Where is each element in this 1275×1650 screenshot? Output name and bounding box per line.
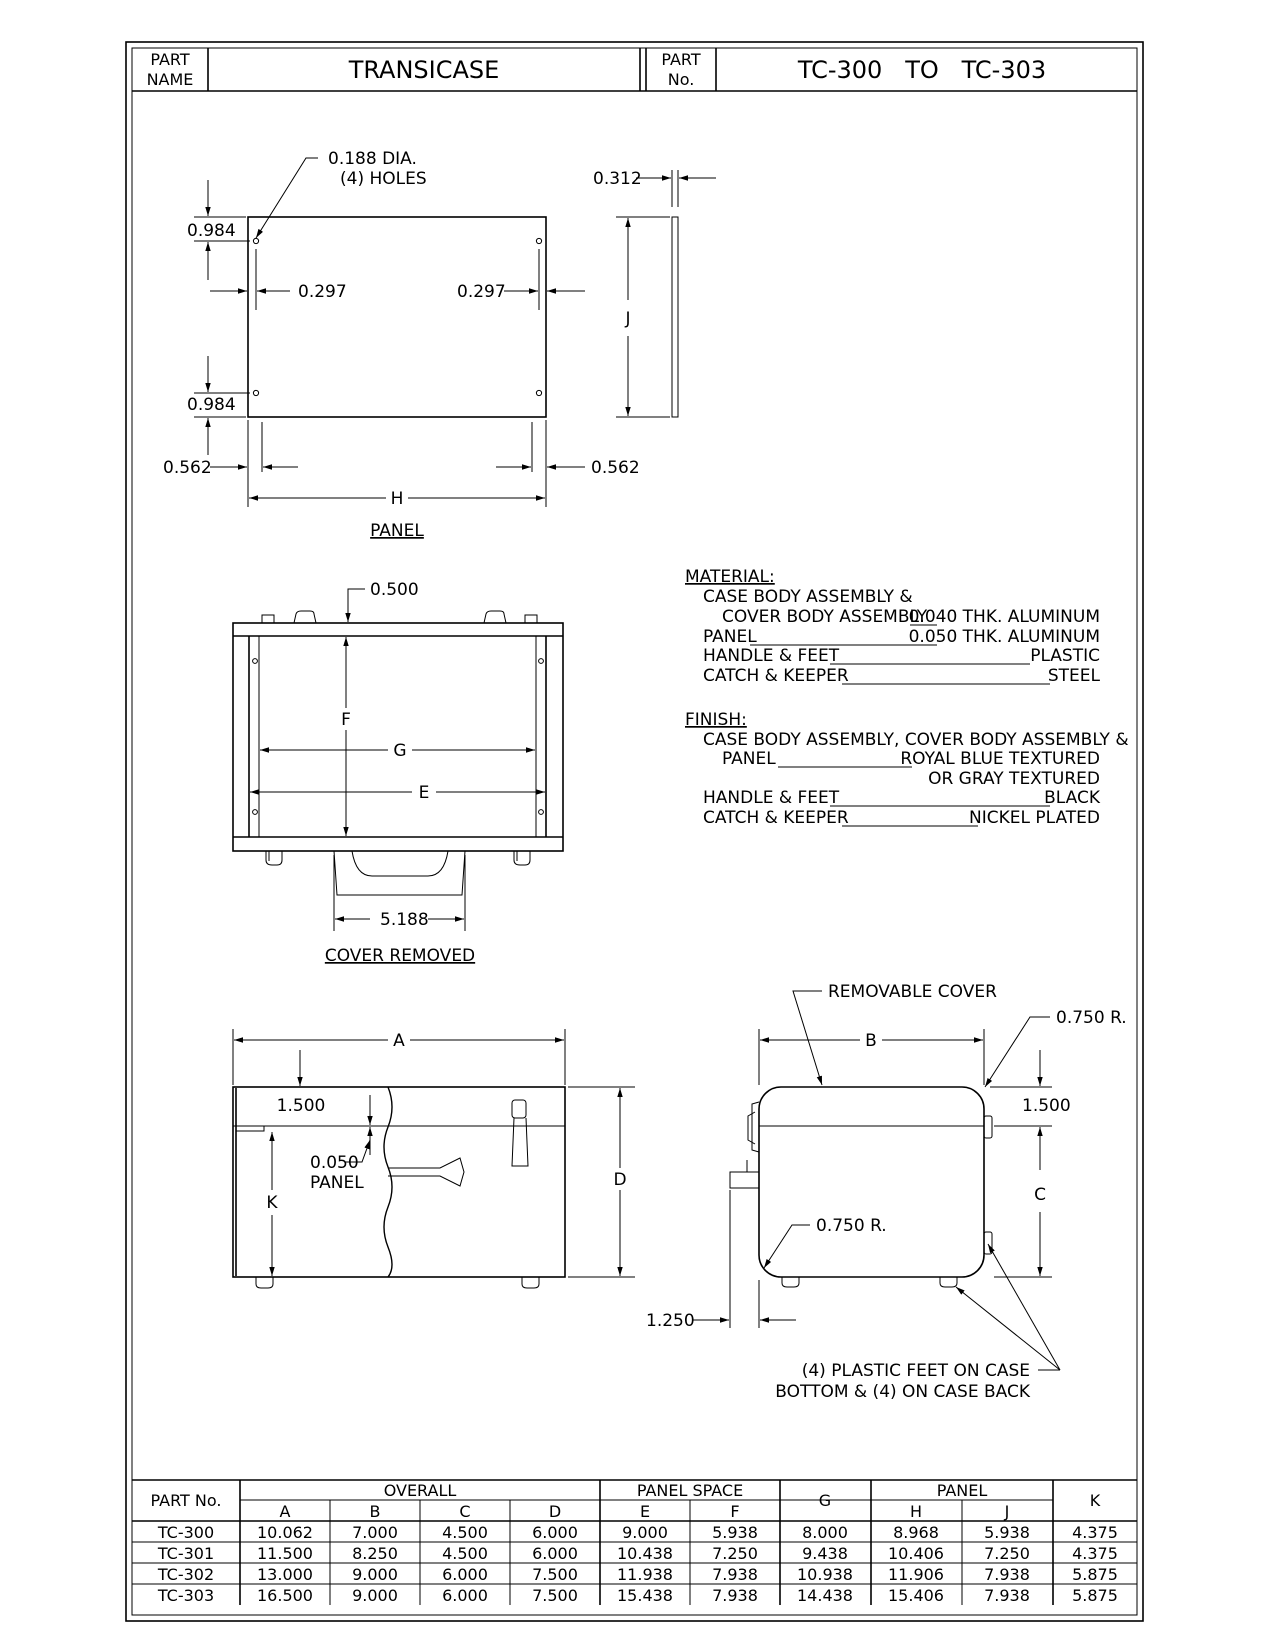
table-cell: 5.875 [1072,1586,1118,1605]
part-name-label: PART [150,50,190,69]
panel-outline [248,217,546,417]
table-column-header: B [369,1502,381,1521]
case-outline [233,623,563,851]
table-cell: 5.938 [984,1523,1030,1542]
dimension-label: 0.984 [187,221,236,241]
dimension-label: 0.984 [187,395,236,415]
mounting-hole [536,238,541,243]
panel-view [163,149,716,541]
hole-note: 0.188 DIA. [328,149,417,169]
finish-value: BLACK [1044,788,1100,808]
dimension-table [132,1480,1137,1605]
table-cell: 10.938 [797,1565,853,1584]
finish-label: HANDLE & FEET [703,788,840,808]
table-row [157,1586,1118,1605]
table-cell: 9.000 [352,1586,398,1605]
part-name-value: TRANSICASE [348,56,500,84]
table-header-k: K [1089,1491,1101,1510]
table-header-panel-space: PANEL SPACE [636,1481,744,1500]
table-cell: 7.250 [984,1544,1030,1563]
finish-notes [685,710,1129,828]
part-no-label: PART [661,50,701,69]
table-cell: 6.000 [442,1586,488,1605]
material-value: 0.040 THK. ALUMINUM [908,607,1100,627]
table-cell: 15.406 [888,1586,944,1605]
table-cell: 7.938 [712,1565,758,1584]
table-cell: 7.500 [532,1565,578,1584]
table-cell: 11.500 [257,1544,313,1563]
material-value: 0.050 THK. ALUMINUM [908,627,1100,647]
table-cell: 5.875 [1072,1565,1118,1584]
side-view [233,1029,635,1288]
material-label: PANEL [703,627,757,647]
finish-value: ROYAL BLUE TEXTURED [900,749,1100,769]
table-cell: 7.000 [352,1523,398,1542]
table-cell: 14.438 [797,1586,853,1605]
mounting-hole [253,390,258,395]
dimension-label: F [341,710,351,730]
finish-label: CATCH & KEEPER [703,808,849,828]
table-cell: 4.375 [1072,1523,1118,1542]
table-cell: 10.062 [257,1523,313,1542]
table-cell: 15.438 [617,1586,673,1605]
table-cell-part: TC-303 [157,1586,215,1605]
table-row [157,1544,1118,1563]
table-column-header: H [909,1502,923,1521]
table-header-panel: PANEL [936,1481,988,1500]
table-cell: 9.000 [352,1565,398,1584]
part-no-label: No. [667,70,695,89]
feet-note: BOTTOM & (4) ON CASE BACK [775,1382,1030,1402]
table-row [157,1523,1118,1542]
table-header-part-no: PART No. [150,1491,222,1510]
table-cell: 10.406 [888,1544,944,1563]
material-value: STEEL [1047,666,1100,686]
table-cell: 16.500 [257,1586,313,1605]
dimension-label: K [266,1193,278,1213]
material-label: HANDLE & FEET [703,646,840,666]
dimension-label: 0.562 [163,458,212,478]
table-cell: 7.938 [984,1586,1030,1605]
dimension-label: B [865,1031,877,1051]
mounting-hole [253,238,258,243]
material-label: CASE BODY ASSEMBLY & [703,587,913,607]
radius-label: 0.750 R. [1056,1008,1127,1028]
dimension-label: G [393,741,407,761]
material-label: CATCH & KEEPER [703,666,849,686]
table-cell: 4.375 [1072,1544,1118,1563]
finish-label: PANEL [722,749,776,769]
table-row [157,1565,1118,1584]
table-cell: 11.906 [888,1565,944,1584]
table-column-header: A [279,1502,291,1521]
table-cell: 8.250 [352,1544,398,1563]
part-name-label: NAME [146,70,194,89]
table-cell: 9.438 [802,1544,848,1563]
table-column-header: C [459,1502,471,1521]
dimension-label: 0.312 [593,169,642,189]
table-cell: 4.500 [442,1544,488,1563]
dimension-label: D [613,1170,627,1190]
material-heading: MATERIAL: [685,567,775,587]
table-column-header: F [730,1502,740,1521]
table-cell: 11.938 [617,1565,673,1584]
part-no-value: TC-300 TO TC-303 [797,56,1047,84]
finish-label: CASE BODY ASSEMBLY, COVER BODY ASSEMBLY & [703,730,1129,750]
view-caption: COVER REMOVED [324,946,476,966]
table-cell: 7.938 [984,1565,1030,1584]
table-header-g: G [818,1491,832,1510]
table-cell: 6.000 [442,1565,488,1584]
material-value: PLASTIC [1030,646,1100,666]
table-column-header: D [548,1502,562,1521]
view-caption: PANEL [370,521,424,541]
dimension-label: 1.250 [646,1311,695,1331]
feet-note: (4) PLASTIC FEET ON CASE [801,1361,1030,1381]
dimension-label: C [1034,1185,1046,1205]
table-cell: 10.438 [617,1544,673,1563]
dimension-label: E [418,783,430,803]
finish-value: OR GRAY TEXTURED [928,769,1100,789]
cover-removed-view [233,580,563,966]
dimension-label: A [393,1031,405,1051]
dimension-label: 0.297 [457,282,506,302]
dimension-label: 1.500 [1022,1096,1071,1116]
table-cell: 6.000 [532,1523,578,1542]
table-column-header: E [639,1502,651,1521]
material-notes [685,567,1101,686]
dimension-label: 0.562 [591,458,640,478]
dimension-label: 0.500 [370,580,419,600]
table-cell: 7.938 [712,1586,758,1605]
table-cell: 5.938 [712,1523,758,1542]
panel-note: 0.050 [310,1153,359,1173]
case-end-outline [759,1087,984,1277]
dimension-label: J [625,309,631,329]
panel-note: PANEL [310,1173,364,1193]
table-cell: 6.000 [532,1544,578,1563]
dimension-label: 0.297 [298,282,347,302]
finish-value: NICKEL PLATED [968,808,1100,828]
table-cell: 7.500 [532,1586,578,1605]
title-block [132,48,1137,91]
dimension-label: H [390,489,404,509]
hole-note: (4) HOLES [340,169,427,189]
table-cell: 8.000 [802,1523,848,1542]
dimension-label: 1.500 [276,1096,326,1116]
table-cell: 7.250 [712,1544,758,1563]
end-view [646,982,1127,1402]
material-label: COVER BODY ASSEMBLY [722,607,928,627]
table-header-overall: OVERALL [383,1481,457,1500]
table-cell: 8.968 [893,1523,939,1542]
table-cell: 13.000 [257,1565,313,1584]
table-cell-part: TC-300 [157,1523,215,1542]
table-cell-part: TC-302 [157,1565,215,1584]
table-cell-part: TC-301 [157,1544,215,1563]
radius-label: 0.750 R. [816,1216,887,1236]
table-column-header: J [1004,1502,1010,1521]
table-cell: 4.500 [442,1523,488,1542]
finish-heading: FINISH: [685,710,747,730]
table-cell: 9.000 [622,1523,668,1542]
mounting-hole [536,390,541,395]
dimension-label: 5.188 [380,910,429,930]
cover-note: REMOVABLE COVER [828,982,997,1002]
